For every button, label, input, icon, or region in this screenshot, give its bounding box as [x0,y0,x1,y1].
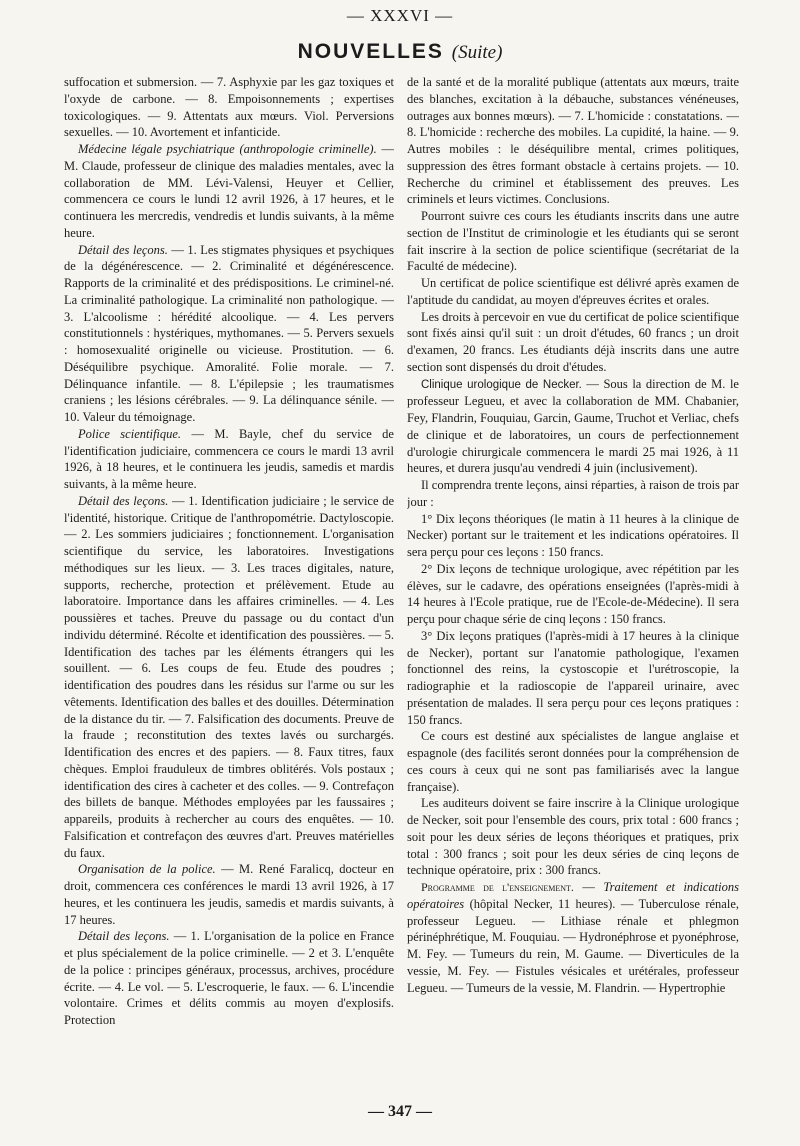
roman-folio: — XXXVI — [346,6,454,25]
paragraph [407,561,739,628]
paragraph-label: Détail des leçons. [78,242,168,257]
paragraph-text: — M. René Faralicq, docteur en droit, commencera ces conférences le mardi 13 avril 1926, à 17 heures, et les continuera les jeudis, samedis et mardis suivants, à 17 heures. [64,862,394,927]
paragraph-text: — 1. Les stigmates physiques et psychiques de la dégénérescence. — 2. Criminalité et dégénérescence. Rapports de la criminalité et des prédispositions. Le criminel-né. La criminalité pathologique. La criminalité non pathologique. — 3. L'alcoolisme : hérédité alcoolique. — 4. Les pervers constitutionnels : hystériques, mythomanes. — 5. Pervers sexuels : homosexualité originelle ou vicieuse. Prostitution. — 6. Déséquilibre psychique. Amoralité. Folie morale. — 7. Délinquance infantile. — 8. L'épilepsie ; les traumatismes craniens ; les lésions cérébrales. — 9. La délinquance sénile. — 10. Valeur du témoignage. [64,242,394,424]
paragraph-text: Les droits à percevoir en vue du certificat de police scientifique sont fixés ainsi qu'il suit : un droit d'études, 60 francs ; un droit d'examen, 20 francs. Les étudiants déjà inscrits dans une autre section sont dispensés du droit d'études. [407,309,739,374]
paragraph [64,426,394,493]
paragraph [407,477,739,511]
paragraph [64,861,394,928]
paragraph-text: Ce cours est destiné aux spécialistes de langue anglaise et espagnole (des facilités seront données pour la compréhension de ces cours à ceux qui ne sont pas familiarisés avec la langue française). [407,729,739,794]
paragraph-text: suffocation et submersion. — 7. Asphyxie par les gaz toxiques et l'oxyde de carbone. — 8. Empoisonnements ; expertises toxicologiques. — 9. Attentats aux mœurs. Viol. Perversions sexuelles. — 10. Avortement et infanticide. [64,75,394,140]
paragraph [407,628,739,729]
paragraph [407,74,739,208]
paragraph-text: Les auditeurs doivent se faire inscrire à la Clinique urologique de Necker, soit pour l'ensemble des cours, prix total : 600 francs ; soit pour les deux séries de leçons théoriques et pratiques, prix total : 300 francs ; soit pour les deux séries de cinq leçons de technique opératoire, prix : 300 francs. [407,796,739,878]
left-column [64,74,394,1104]
section-title-suffix: (Suite) [451,42,503,63]
paragraph-text: — Sous la direction de M. le professeur Legueu, et avec la collaboration de MM. Chabanier, Fey, Flandrin, Fouquiau, Garcin, Gaume, Truchot et Verliac, chefs de clinique et de laboratoires, un cours de perfectionnement d'urologie chirurgicale commencera le mardi 25 mai 1926, à 11 heures, et durera jusqu'au vendredi 4 juin (inclusivement). [407,376,739,476]
paragraph-caps-label: Programme de l'enseignement. [421,880,574,894]
paragraph [407,309,739,376]
paragraph [64,141,394,242]
paragraph-text: (hôpital Necker, 11 heures). — Tuberculose rénale, professeur Legueu. — Lithiase rénale et phlegmon périnéphrétique, M. Fouquiau. — Hydronéphrose et pyonéphrose, M. Fey. — Tumeurs du rein, M. Gaume. — Diverticules de la vessie, M. Fey. — Fistules vésicales et urétérales, professeur Legueu. — Tumeurs de la vessie, M. Flandrin. — Hypertrophie [407,896,739,995]
paragraph [64,928,394,1029]
paragraph: Programme de l'enseignement. — Traitement et indications opératoires (hôpital Necker, 11 heures). — Tuberculose rénale, professeur Legueu. — Lithiase rénale et phlegmon périnéphrétique, M. Fouquiau. — Hydronéphrose et pyonéphrose, M. Fey. — Tumeurs du rein, M. Gaume. — Diverticules de la vessie, M. Fey. — Fistules vésicales et urétérales, professeur Legueu. — Tumeurs de la vessie, M. Flandrin. — Hypertrophie [407,880,739,995]
paragraph-text: — 1. L'organisation de la police en France et plus spécialement de la police criminelle. — 2 et 3. L'enquête de la police : principes généraux, processus, archives, procédure écrite. — 4. Le vol. — 5. L'escroquerie, le faux. — 6. L'incendie volontaire. Crimes et délits commis au moyen d'explosifs. Protection [64,929,394,1027]
paragraph-text: 1° Dix leçons théoriques (le matin à 11 heures à la clinique de Necker) portant sur le traitement et les indications opératoires. Il sera perçu pour ces leçons : 150 francs. [407,511,739,559]
paragraph-text: 2° Dix leçons de technique urologique, avec répétition par les élèves, sur le cadavre, des opérations enseignées (l'après-midi à 14 heures à l'Ecole pratique, rue de l'Ecole-de-Médecine). Il sera perçu pour chaque série de cinq leçons : 150 francs. [407,561,739,626]
paragraph-text: — 1. Identification judiciaire ; le service de l'identité, historique. Critique de l'anthropométrie. Dactyloscopie. — 2. Les sommiers judiciaires ; fonctionnement. L'organisation scientifique du service, les laboratoires. Investigations méthodiques sur les lieux. — 3. Les traces digitales, nature, supports, recherche, protection et prélèvement. Etude au laboratoire. Importance dans les affaires criminelles. — 4. Les poussières et taches. Preuve du passage ou du contact d'un individu déterminé. Récolte et identification des poussières. — 5. Identification des taches par les éléments étrangers qui les souillent. — 6. Les coups de feu. Etude des poudres ; identification des poudres dans les résidus sur l'arme ou sur les vêtements. Identification des balles et des douilles. Détermination de la distance du tir. — 7. Falsification des documents. Preuve de la fraude ; reconstitution des textes lavés ou surchargés. Identification des encres et des papiers. — 8. Faux titres, faux chèques. Emploi frauduleux de timbres oblitérés. Vols postaux ; identification des cires à cacheter et des colles. — 9. Contrefaçon des billets de banque. Méthodes employées par les faussaires ; appareils, produits à rechercher au cours des enquêtes. — 10. Falsification et contrefaçon des œuvres d'art. Preuves matérielles du faux. [64,493,394,860]
paragraph-text: de la santé et de la moralité publique (attentats aux mœurs, traite des blanches, excitation à la débauche, substances vénéneuses, outrages aux bonnes mœurs). — 7. L'homicide : constatations. — 8. L'homicide : recherche des mobiles. La cupidité, la haine. — 9. Autres mobiles : le déséquilibre mental, crimes politiques, suppression des êtres formant obstacle à certains projets. — 10. Recherche du criminel et établissement des preuves. Les criminels et leurs victimes. Conclusions. [407,75,739,207]
section-title [0,40,800,64]
paragraph [407,795,739,879]
paragraph-text: 3° Dix leçons pratiques (l'après-midi à 17 heures à la clinique de Necker), portant sur l'anatomie pathologique, l'examen fonctionnel des reins, la cystoscopie et l'urétroscopie, la radiographie et la radioscopie de l'appareil urinaire, avec présentation de malades. Il sera perçu pour ces leçons pratiques : 150 francs. [407,628,739,727]
paragraph [407,275,739,309]
paragraph [407,208,739,275]
paragraph-label: Médecine légale psychiatrique (anthropologie criminelle). [78,142,377,156]
paragraph [64,493,394,862]
paragraph-label: Détail des leçons. [78,493,169,508]
right-column [407,74,739,1104]
paragraph-text: — M. Claude, professeur de clinique des maladies mentales, avec la collaboration de MM. Lévi-Valensi, Heuyer et Cellier, commencera ce cours le lundi 12 avril 1926, à 17 heures, et le continuera les mercredis, vendredis et lundis suivants, à la même heure. [64,142,394,240]
paragraph-label: Organisation de la police. [78,862,216,877]
paragraph-text: Pourront suivre ces cours les étudiants inscrits dans une autre section de l'Institut de criminologie et les étudiants qui se seront fait inscrire à la section de police scientifique (secrétariat de la Faculté de médecine). [407,209,739,274]
paragraph [407,511,739,561]
paragraph [407,728,739,795]
page-number: — 347 — [368,1103,432,1120]
paragraph-text: Il comprendra trente leçons, ainsi réparties, à raison de trois par jour : [407,478,739,509]
paragraph-label: Détail des leçons. [78,929,170,944]
paragraph-text: Un certificat de police scientifique est délivré après examen de l'aptitude du candidat, au moyen d'épreuves écrites et orales. [407,276,739,307]
paragraph [64,242,394,426]
paragraph-label: Police scientifique. [78,426,182,441]
section-title-text: NOUVELLES [297,40,444,63]
paragraph [64,74,394,141]
paragraph-label: Traitement et indications opératoires [407,880,739,911]
paragraph-label: Clinique urologique de Necker. [421,378,582,391]
paragraph [407,376,739,478]
paragraph-text: — M. Bayle, chef du service de l'identification judiciaire, commencera ce cours le mardi 13 avril 1926, à 18 heures, et le continuera les jeudis, samedis et mardis suivants, à la même heure. [64,426,394,491]
